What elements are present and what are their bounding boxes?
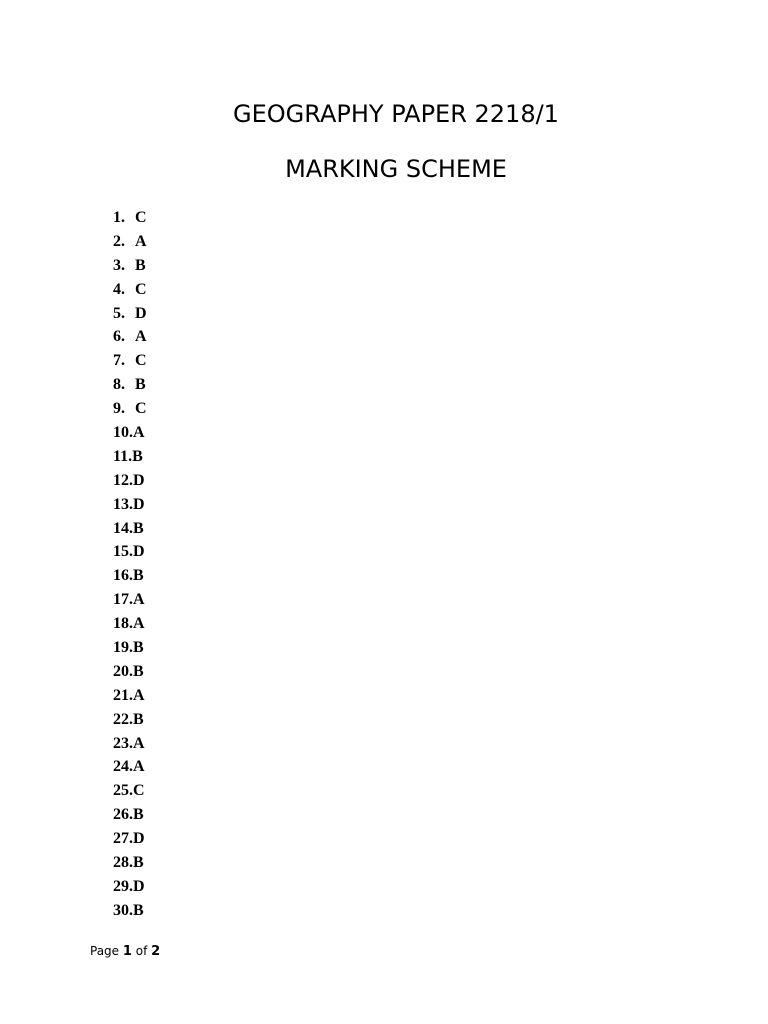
answer-item: [113, 564, 147, 588]
answer-number: 30.: [113, 901, 133, 919]
answer-item: [113, 445, 147, 469]
answer-letter: C: [135, 400, 147, 418]
footer-of-word: of: [135, 944, 148, 958]
answer-letter: B: [132, 447, 143, 465]
answer-letter: A: [133, 591, 145, 609]
footer-current-page: 1: [122, 944, 132, 959]
answer-item: [113, 278, 147, 302]
answer-number: 4.: [113, 280, 125, 298]
answer-letter: A: [133, 758, 145, 776]
answer-number: 24.: [113, 758, 133, 776]
answer-item: [113, 588, 147, 612]
answer-number: 5.: [113, 304, 125, 322]
answer-number: 6.: [113, 328, 125, 346]
answer-number: 14.: [113, 519, 133, 537]
answer-letter: A: [135, 232, 147, 250]
document-subtitle: MARKING SCHEME: [285, 155, 507, 183]
answer-letter: B: [135, 376, 146, 394]
document-title: GEOGRAPHY PAPER 2218/1: [233, 100, 559, 128]
answer-number: 26.: [113, 806, 133, 824]
answer-letter: D: [133, 495, 145, 513]
answer-letter: B: [133, 567, 144, 585]
answer-number: 27.: [113, 830, 133, 848]
answer-letter: D: [133, 471, 145, 489]
answer-item: [113, 373, 147, 397]
answer-number: 10.: [113, 424, 133, 442]
answer-item: [113, 827, 147, 851]
answer-letter: D: [133, 543, 145, 561]
answer-item: [113, 636, 147, 660]
answer-item: [113, 875, 147, 899]
answer-item: [113, 469, 147, 493]
answer-item: [113, 899, 147, 923]
answer-number: 15.: [113, 543, 133, 561]
answer-letter: B: [133, 639, 144, 657]
answer-item: [113, 851, 147, 875]
answer-item: [113, 612, 147, 636]
answer-letter: B: [133, 806, 144, 824]
answer-letter: C: [135, 280, 147, 298]
answer-number: 7.: [113, 352, 125, 370]
answer-number: 19.: [113, 639, 133, 657]
page-footer: [90, 941, 160, 962]
answer-item: [113, 684, 147, 708]
answer-item: [113, 254, 147, 278]
answer-item: [113, 540, 147, 564]
answer-number: 21.: [113, 686, 133, 704]
answer-item: [113, 349, 147, 373]
answer-item: [113, 732, 147, 756]
answer-item: [113, 421, 147, 445]
answer-letter: A: [133, 424, 145, 442]
answer-number: 25.: [113, 782, 133, 800]
answer-number: 8.: [113, 376, 125, 394]
answer-letter: B: [133, 662, 144, 680]
answer-letter: A: [135, 328, 147, 346]
answer-item: [113, 397, 147, 421]
answer-item: [113, 493, 147, 517]
answer-item: [113, 517, 147, 541]
answer-number: 22.: [113, 710, 133, 728]
footer-total-pages: 2: [151, 944, 161, 959]
answer-number: 23.: [113, 734, 133, 752]
answer-letter: B: [133, 901, 144, 919]
answer-item: [113, 779, 147, 803]
answer-list: [113, 206, 147, 923]
answer-letter: C: [133, 782, 145, 800]
answer-letter: D: [135, 304, 147, 322]
answer-number: 13.: [113, 495, 133, 513]
answer-letter: D: [133, 877, 145, 895]
answer-item: [113, 325, 147, 349]
answer-number: 12.: [113, 471, 133, 489]
answer-letter: C: [135, 209, 147, 226]
answer-item: [113, 230, 147, 254]
answer-item: [113, 302, 147, 326]
answer-letter: B: [133, 854, 144, 872]
answer-number: 16.: [113, 567, 133, 585]
answer-item: [113, 660, 147, 684]
answer-letter: C: [135, 352, 147, 370]
answer-number: 29.: [113, 877, 133, 895]
answer-letter: B: [135, 256, 146, 274]
answer-item: [113, 803, 147, 827]
answer-letter: A: [133, 734, 145, 752]
answer-letter: D: [133, 830, 145, 848]
answer-number: 3.: [113, 256, 125, 274]
answer-item: [113, 755, 147, 779]
answer-number: 9.: [113, 400, 125, 418]
answer-letter: A: [133, 686, 145, 704]
answer-number: 18.: [113, 615, 133, 633]
answer-number: 2.: [113, 232, 125, 250]
answer-item: [113, 708, 147, 732]
answer-letter: B: [133, 710, 144, 728]
answer-item: [113, 206, 147, 230]
answer-number: 20.: [113, 662, 133, 680]
answer-number: 17.: [113, 591, 133, 609]
answer-number: 11.: [113, 447, 133, 465]
footer-page-word: Page: [90, 944, 120, 958]
answer-letter: A: [133, 615, 145, 633]
answer-number: 1.: [113, 209, 125, 226]
answer-number: 28.: [113, 854, 133, 872]
answer-letter: B: [133, 519, 144, 537]
